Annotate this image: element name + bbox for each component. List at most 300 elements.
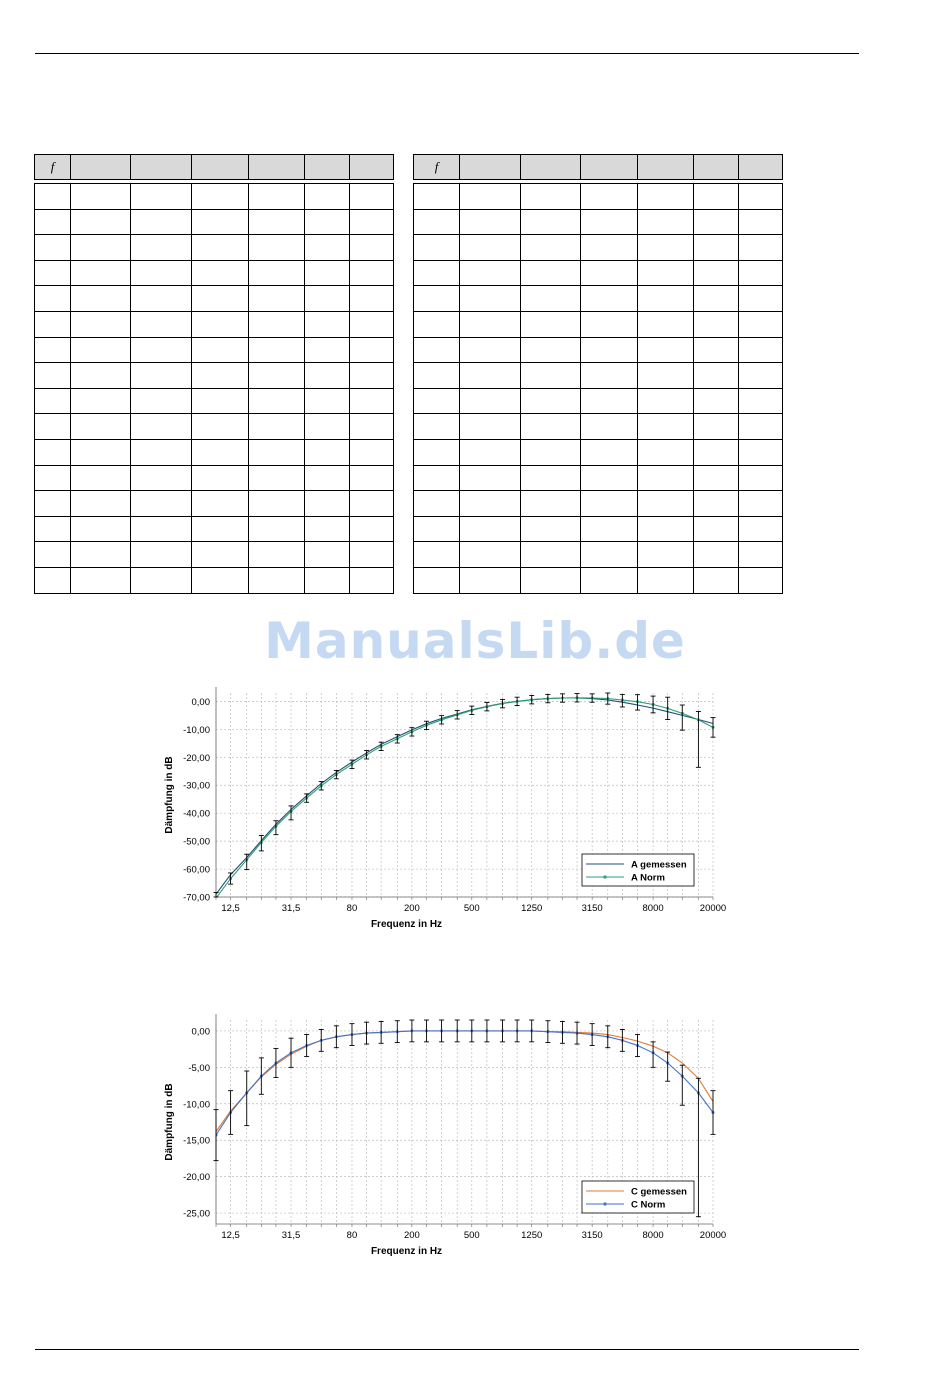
table-row [35, 209, 394, 235]
table-row [35, 439, 394, 465]
table-cell [581, 209, 638, 235]
table-cell [249, 388, 305, 414]
table-cell [249, 439, 305, 465]
table-cell [71, 388, 131, 414]
table-row [35, 286, 394, 312]
table-row [414, 465, 783, 491]
table-cell [305, 184, 350, 210]
table-cell [638, 567, 694, 593]
table-cell [35, 209, 71, 235]
table-cell [739, 184, 783, 210]
table-cell [521, 414, 581, 440]
table-cell [305, 542, 350, 568]
x-tick-label: 20000 [699, 1230, 727, 1241]
table-cell [739, 414, 783, 440]
table-cell [305, 516, 350, 542]
header-cell [305, 155, 350, 180]
y-axis-label: Dämpfung in dB [164, 1083, 175, 1161]
table-cell [638, 388, 694, 414]
table-cell [192, 260, 249, 286]
table-cell [694, 235, 739, 261]
table-row [414, 286, 783, 312]
table-cell [131, 542, 192, 568]
table-cell [35, 439, 71, 465]
table-cell [414, 209, 460, 235]
table-cell [71, 311, 131, 337]
table-cell [694, 311, 739, 337]
header-cell-f: f [414, 155, 460, 180]
header-cell [460, 155, 521, 180]
table-cell [71, 542, 131, 568]
table-cell [638, 209, 694, 235]
table-row [35, 260, 394, 286]
y-tick-label: -50,00 [183, 836, 210, 848]
table-cell [460, 567, 521, 593]
x-tick-label: 500 [463, 1230, 480, 1241]
table-row [35, 414, 394, 440]
table-cell [739, 209, 783, 235]
table-cell [694, 363, 739, 389]
table-cell [694, 260, 739, 286]
table-row [35, 516, 394, 542]
table-cell [521, 439, 581, 465]
table-cell [350, 260, 394, 286]
y-tick-label: 0,00 [191, 1026, 210, 1038]
table-cell [249, 260, 305, 286]
table-cell [71, 567, 131, 593]
y-tick-label: -10,00 [183, 1099, 210, 1111]
table-cell [35, 388, 71, 414]
legend-label: A Norm [631, 872, 665, 884]
bottom-rule [35, 1349, 859, 1350]
table-cell [131, 388, 192, 414]
table-cell [739, 439, 783, 465]
header-cell [638, 155, 694, 180]
table-cell [638, 337, 694, 363]
watermark: ManualsLib.de [264, 612, 686, 670]
header-cell [71, 155, 131, 180]
table-cell [581, 388, 638, 414]
table-cell [350, 363, 394, 389]
table-cell [414, 465, 460, 491]
table-cell [305, 235, 350, 261]
table-cell [249, 516, 305, 542]
y-tick-label: -10,00 [183, 724, 210, 736]
table-row [414, 184, 783, 210]
table-cell [131, 337, 192, 363]
table-cell [192, 184, 249, 210]
table-cell [581, 516, 638, 542]
x-tick-label: 20000 [699, 903, 727, 914]
table-cell [460, 388, 521, 414]
table-cell [638, 184, 694, 210]
table-cell [739, 567, 783, 593]
table-cell [131, 235, 192, 261]
header-cell [521, 155, 581, 180]
table-cell [131, 363, 192, 389]
table-cell [305, 363, 350, 389]
table-cell [35, 184, 71, 210]
table-cell [71, 209, 131, 235]
table-cell [131, 516, 192, 542]
table-cell [35, 260, 71, 286]
x-tick-label: 1250 [521, 1230, 543, 1241]
header-cell [694, 155, 739, 180]
table-cell [305, 388, 350, 414]
header-cell [192, 155, 249, 180]
table-cell [35, 235, 71, 261]
table-cell [71, 363, 131, 389]
table-cell [739, 311, 783, 337]
table-cell [249, 337, 305, 363]
header-cell-f: f [35, 155, 71, 180]
y-tick-label: -40,00 [183, 808, 210, 820]
table-cell [414, 542, 460, 568]
x-axis-label: Frequenz in Hz [370, 919, 443, 930]
table-cell [521, 260, 581, 286]
x-tick-label: 80 [346, 1230, 358, 1241]
x-tick-label: 200 [403, 903, 420, 914]
table-cell [460, 491, 521, 517]
table-cell [739, 337, 783, 363]
table-cell [460, 235, 521, 261]
table-cell [638, 363, 694, 389]
table-row [35, 363, 394, 389]
legend-label: C Norm [631, 1199, 666, 1211]
table-cell [350, 235, 394, 261]
table-cell [350, 542, 394, 568]
table-cell [192, 235, 249, 261]
table-cell [638, 465, 694, 491]
table-row [414, 388, 783, 414]
table-cell [305, 337, 350, 363]
table-cell [350, 516, 394, 542]
table-cell [305, 209, 350, 235]
table-cell [521, 209, 581, 235]
table-row [35, 184, 394, 210]
table-cell [350, 491, 394, 517]
table-cell [249, 542, 305, 568]
table-cell [131, 209, 192, 235]
table-cell [131, 439, 192, 465]
y-tick-label: -15,00 [183, 1135, 210, 1147]
table-cell [414, 516, 460, 542]
x-tick-label: 200 [403, 1230, 420, 1241]
x-tick-label: 8000 [642, 1230, 664, 1241]
table-cell [192, 337, 249, 363]
table-cell [71, 286, 131, 312]
table-cell [521, 465, 581, 491]
table-cell [638, 286, 694, 312]
table-cell [192, 567, 249, 593]
x-tick-label: 31,5 [281, 1230, 301, 1241]
table-row [414, 235, 783, 261]
table-cell [350, 286, 394, 312]
table-cell [71, 337, 131, 363]
table-row [414, 516, 783, 542]
table-cell [249, 491, 305, 517]
table-cell [35, 516, 71, 542]
table-cell [131, 184, 192, 210]
table-cell [131, 286, 192, 312]
x-tick-label: 12,5 [221, 1230, 240, 1241]
table-cell [414, 311, 460, 337]
x-axis-label: Frequenz in Hz [370, 1246, 443, 1257]
table-cell [414, 491, 460, 517]
table-cell [638, 542, 694, 568]
table-cell [350, 184, 394, 210]
table-cell [305, 439, 350, 465]
table-cell [414, 337, 460, 363]
table-cell [414, 388, 460, 414]
top-rule [35, 53, 859, 54]
table-cell [460, 363, 521, 389]
table-cell [581, 363, 638, 389]
table-cell [521, 235, 581, 261]
table-cell [460, 465, 521, 491]
table-cell [305, 260, 350, 286]
table-cell [694, 184, 739, 210]
table-cell [739, 363, 783, 389]
table-cell [192, 439, 249, 465]
table-cell [35, 465, 71, 491]
table-cell [249, 209, 305, 235]
table-cell [35, 567, 71, 593]
table-cell [460, 286, 521, 312]
table-cell [35, 311, 71, 337]
table-cell [521, 516, 581, 542]
y-tick-label: -20,00 [183, 752, 210, 764]
table-cell [249, 414, 305, 440]
table-cell [414, 439, 460, 465]
table-cell [131, 414, 192, 440]
table-cell [350, 388, 394, 414]
table-cell [581, 439, 638, 465]
table-cell [192, 388, 249, 414]
table-cell [694, 388, 739, 414]
table-cell [521, 311, 581, 337]
table-row [414, 209, 783, 235]
x-tick-label: 8000 [642, 903, 664, 914]
table-cell [350, 209, 394, 235]
table-cell [249, 235, 305, 261]
table-cell [739, 235, 783, 261]
table-row [35, 567, 394, 593]
table-cell [581, 337, 638, 363]
table-cell [739, 465, 783, 491]
table-cell [350, 311, 394, 337]
table-cell [305, 465, 350, 491]
table-cell [521, 184, 581, 210]
table-cell [521, 542, 581, 568]
legend-marker [603, 875, 606, 878]
y-tick-label: -60,00 [183, 864, 210, 876]
table-cell [131, 491, 192, 517]
table-row [414, 567, 783, 593]
table-cell [71, 235, 131, 261]
table-cell [35, 542, 71, 568]
table-row [414, 542, 783, 568]
table-cell [414, 286, 460, 312]
header-cell [350, 155, 394, 180]
y-tick-label: -5,00 [188, 1062, 210, 1074]
table-cell [249, 184, 305, 210]
table-cell [305, 491, 350, 517]
table-cell [192, 286, 249, 312]
table-cell [350, 439, 394, 465]
table-cell [249, 465, 305, 491]
frequency-table-right [413, 154, 783, 594]
table-cell [581, 465, 638, 491]
table-cell [694, 542, 739, 568]
table-cell [350, 414, 394, 440]
table-cell [249, 363, 305, 389]
table-header-row [35, 155, 394, 180]
table-cell [460, 209, 521, 235]
y-axis-label: Dämpfung in dB [164, 756, 175, 834]
table-cell [192, 363, 249, 389]
table-cell [71, 465, 131, 491]
table-cell [581, 311, 638, 337]
table-cell [71, 439, 131, 465]
table-cell [71, 516, 131, 542]
table-row [35, 337, 394, 363]
table-cell [305, 414, 350, 440]
table-cell [414, 414, 460, 440]
table-cell [460, 439, 521, 465]
table-row [414, 491, 783, 517]
table-cell [414, 567, 460, 593]
table-cell [581, 260, 638, 286]
table-cell [192, 491, 249, 517]
table-cell [739, 260, 783, 286]
x-tick-label: 3150 [581, 1230, 603, 1241]
table-cell [192, 516, 249, 542]
table-cell [71, 491, 131, 517]
table-cell [694, 337, 739, 363]
table-cell [581, 542, 638, 568]
table-cell [581, 414, 638, 440]
y-tick-label: -20,00 [183, 1172, 210, 1184]
table-cell [694, 491, 739, 517]
x-tick-label: 80 [346, 903, 358, 914]
table-cell [350, 465, 394, 491]
table-cell [131, 260, 192, 286]
table-cell [638, 311, 694, 337]
header-cell [581, 155, 638, 180]
table-row [414, 363, 783, 389]
table-cell [414, 184, 460, 210]
table-row [414, 260, 783, 286]
table-cell [249, 567, 305, 593]
frequency-table-left [34, 154, 394, 594]
table-cell [638, 516, 694, 542]
table-cell [694, 209, 739, 235]
table-cell [694, 567, 739, 593]
table-cell [694, 439, 739, 465]
table-cell [521, 388, 581, 414]
table-cell [305, 286, 350, 312]
table-cell [131, 567, 192, 593]
table-cell [71, 184, 131, 210]
table-cell [71, 260, 131, 286]
table-cell [739, 491, 783, 517]
table-cell [521, 567, 581, 593]
x-tick-label: 1250 [521, 903, 543, 914]
table-cell [460, 337, 521, 363]
table-row [35, 388, 394, 414]
table-row [414, 414, 783, 440]
table-cell [638, 439, 694, 465]
table-cell [581, 567, 638, 593]
table-cell [460, 184, 521, 210]
table-cell [581, 491, 638, 517]
table-cell [414, 260, 460, 286]
table-row [35, 465, 394, 491]
table-row [35, 311, 394, 337]
table-row [35, 491, 394, 517]
header-cell [131, 155, 192, 180]
table-cell [739, 542, 783, 568]
legend-label: A gemessen [631, 859, 687, 871]
y-tick-label: -25,00 [183, 1208, 210, 1220]
table-cell [35, 414, 71, 440]
table-cell [460, 516, 521, 542]
table-cell [581, 235, 638, 261]
table-cell [131, 311, 192, 337]
table-cell [35, 286, 71, 312]
table-cell [460, 260, 521, 286]
table-cell [71, 414, 131, 440]
table-row [414, 439, 783, 465]
chart-c-weighting [155, 1012, 735, 1267]
table-cell [192, 465, 249, 491]
table-cell [694, 414, 739, 440]
header-cell [249, 155, 305, 180]
table-cell [460, 542, 521, 568]
table-cell [414, 363, 460, 389]
y-tick-label: -30,00 [183, 780, 210, 792]
table-cell [249, 286, 305, 312]
table-cell [192, 414, 249, 440]
table-cell [638, 235, 694, 261]
table-cell [739, 286, 783, 312]
table-cell [581, 184, 638, 210]
table-cell [414, 235, 460, 261]
table-cell [638, 491, 694, 517]
table-cell [521, 491, 581, 517]
table-cell [35, 337, 71, 363]
table-cell [694, 465, 739, 491]
y-tick-label: 0,00 [191, 696, 210, 708]
header-cell [739, 155, 783, 180]
table-cell [460, 311, 521, 337]
table-cell [638, 260, 694, 286]
table-cell [249, 311, 305, 337]
table-cell [192, 209, 249, 235]
table-cell [35, 363, 71, 389]
y-tick-label: -70,00 [183, 892, 210, 904]
legend-marker [603, 1202, 606, 1205]
table-cell [694, 516, 739, 542]
table-cell [305, 567, 350, 593]
table-cell [350, 567, 394, 593]
table-cell [739, 388, 783, 414]
table-row [414, 337, 783, 363]
table-row [35, 235, 394, 261]
table-cell [305, 311, 350, 337]
legend-label: C gemessen [631, 1186, 687, 1198]
